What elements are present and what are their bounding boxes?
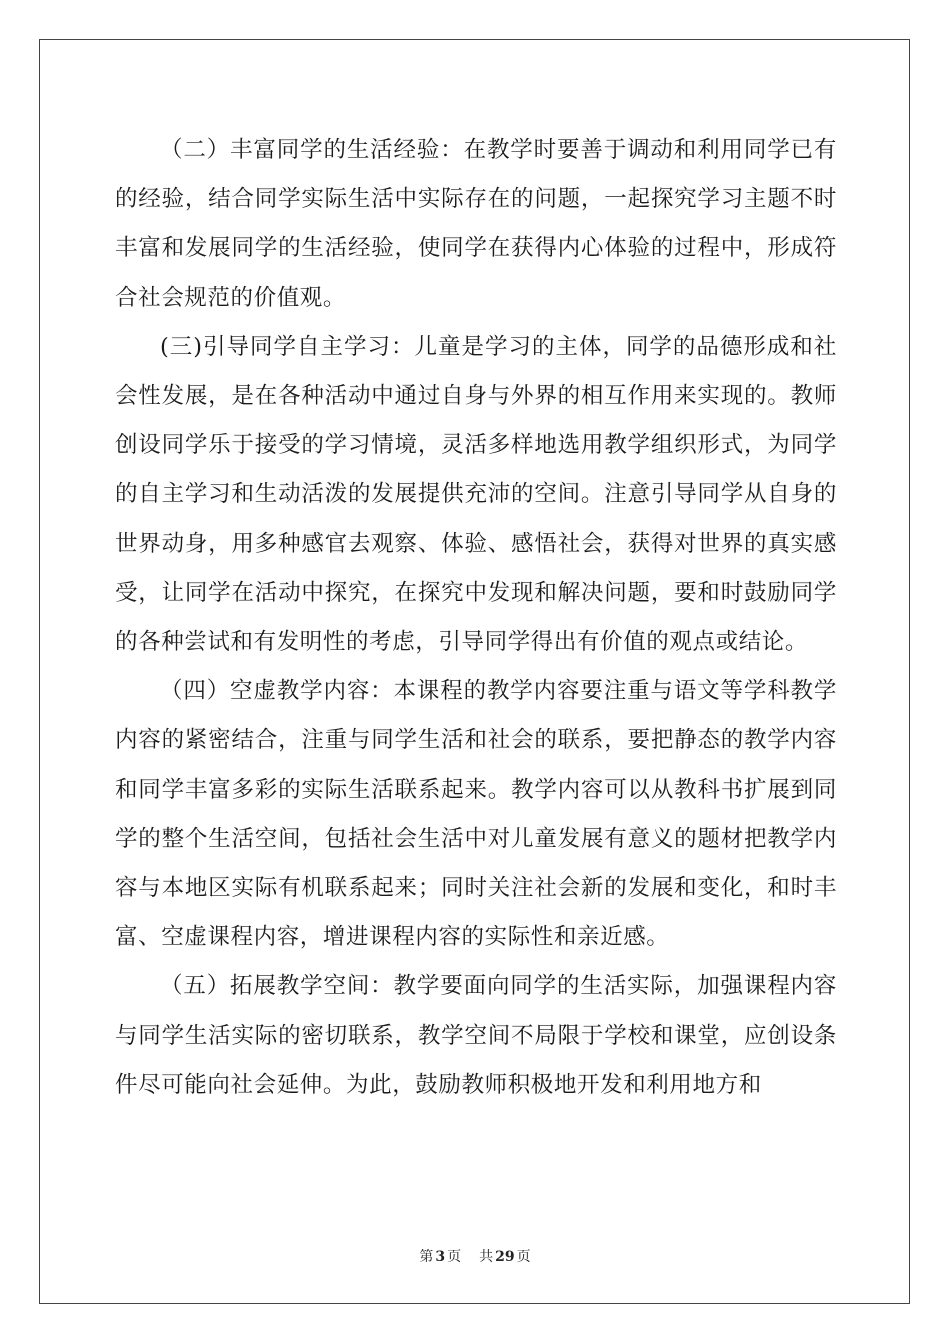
page-footer <box>0 1246 950 1266</box>
total-prefix: 共 <box>479 1249 494 1265</box>
total-suffix: 页 <box>516 1249 531 1265</box>
page-suffix: 页 <box>447 1249 462 1265</box>
paragraph-3: (三)引导同学自主学习：儿童是学习的主体，同学的品德形成和社会性发展，是在各种活动中通过自身与外界的相互作用来实现的。教师创设同学乐于接受的学习情境，灵活多样地选用教学组织形式，为同学的自主学习和生动活泼的发展提供充沛的空间。注意引导同学从自身的世界动身，用多种感官去观察、体验、感悟社会，获得对世界的真实感受，让同学在活动中探究，在探究中发现和解决问题，要和时鼓励同学的各种尝试和有发明性的考虑，引导同学得出有价值的观点或结论。 <box>115 333 837 656</box>
paragraph-4: （四）空虚教学内容：本课程的教学内容要注重与语文等学科教学内容的紧密结合，注重与同学生活和社会的联系，要把静态的教学内容和同学丰富多彩的实际生活联系起来。教学内容可以从教科书扩展到同学的整个生活空间，包括社会生活中对儿童发展有意义的题材把教学内容与本地区实际有机联系起来；同时关注社会新的发展和变化，和时丰富、空虚课程内容，增进课程内容的实际性和亲近感。 <box>115 678 837 951</box>
paragraph-2: （二）丰富同学的生活经验：在教学时要善于调动和利用同学已有的经验，结合同学实际生活中实际存在的问题，一起探究学习主题不时丰富和发展同学的生活经验，使同学在获得内心体验的过程中，形成符合社会规范的价值观。 <box>115 137 837 311</box>
paragraph-5: （五）拓展教学空间：教学要面向同学的生活实际，加强课程内容与同学生活实际的密切联系，教学空间不局限于学校和课堂，应创设条件尽可能向社会延伸。为此，鼓励教师积极地开发和利用地方和 <box>115 973 837 1098</box>
total-pages: 29 <box>495 1249 515 1265</box>
document-body <box>115 126 837 1110</box>
page-prefix: 第 <box>419 1249 434 1265</box>
page-number: 3 <box>435 1249 446 1265</box>
